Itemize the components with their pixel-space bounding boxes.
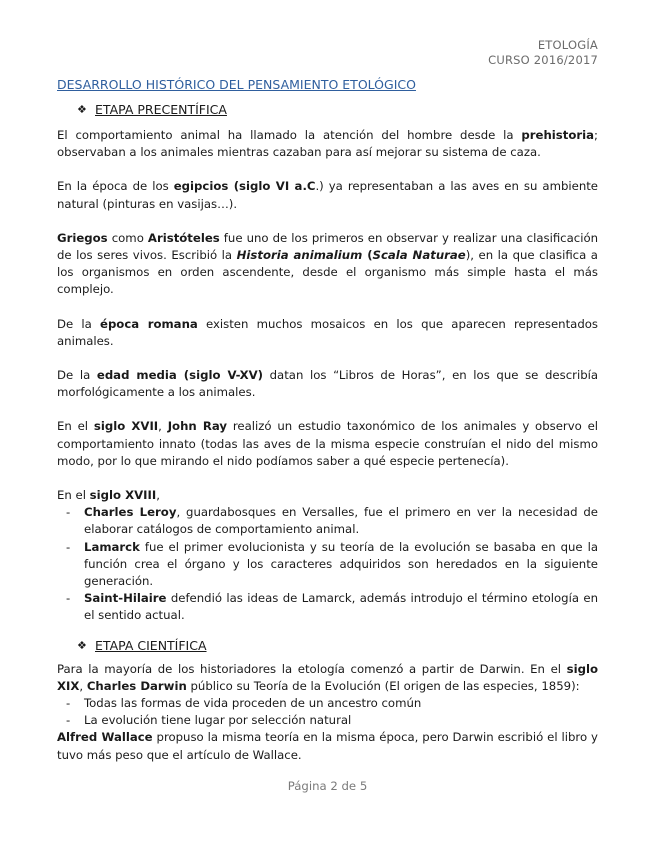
page-number: Página 2 de 5 [287, 779, 368, 793]
list-item: - La evolución tiene lugar por selección natural [66, 713, 352, 728]
page-header [488, 38, 598, 68]
paragraph-siglo-xvii: En el siglo XVII, John Ray realizó un estudio taxonómico de los animales y observo el comportamiento innato (todas las aves de la misma especie construían el nido del mismo modo, por lo que mirando el nido podíamos saber a qué especie pertenecía). [57, 419, 599, 468]
header-course: CURSO 2016/2017 [488, 53, 598, 67]
section-title: ETAPA PRECENTÍFICA [95, 102, 227, 117]
paragraph-siglo-xviii: En el siglo XVIII, [57, 488, 160, 503]
section-title: ETAPA CIENTÍFICA [95, 637, 207, 653]
paragraph-wallace: Alfred Wallace propuso la misma teoría en la misma época, pero Darwin escribió el libro y tuvo más peso que el artículo de Wallace. [57, 730, 598, 762]
siglo-xviii-list [57, 504, 598, 624]
paragraph-siglo-xix: Para la mayoría de los historiadores la etología comenzó a partir de Darwin. En el siglo XIX, Charles Darwin público su Teoría de la Evolución (El origen de las especies, 1859): [57, 661, 598, 693]
list-item: - Lamarck fue el primer evolucionista y su teoría de la evolución se basaba en que la función crea el órgano y los caracteres adquiridos son heredados en la siguiente generación. [66, 539, 598, 589]
paragraph-edad-media: De la edad media (siglo V-XV) datan los “Libros de Horas”, en los que se describía morfológicamente a los animales. [57, 368, 599, 400]
diamond-bullet-icon: ❖ [77, 103, 87, 116]
list-item: - Charles Leroy, guardabosques en Versalles, fue el primero en ver la necesidad de elaborar catálogos de comportamiento animal. [66, 505, 598, 537]
darwin-list [57, 695, 598, 729]
header-subject: ETOLOGÍA [537, 38, 598, 52]
paragraph-egipcios: En la época de los egipcios (siglo VI a.C.) ya representaban a las aves en su ambiente natural (pinturas en vasijas…). [57, 179, 598, 211]
section-heading-cientifica [77, 637, 598, 655]
paragraph-griegos: Griegos como Aristóteles fue uno de los primeros en observar y realizar una clasificación de los seres vivos. Escribió la Historia animalium (Scala Naturae), en la que clasifica a los organismos en orden ascendente, desde el organismo más simple hasta el más complejo. [57, 230, 598, 297]
document-body [57, 76, 598, 764]
paragraph-romana: De la época romana existen muchos mosaicos en los que aparecen representados animales. [57, 316, 598, 348]
list-item: - Todas las formas de vida proceden de un ancestro común [66, 696, 422, 711]
document-title: DESARROLLO HISTÓRICO DEL PENSAMIENTO ETOLÓGICO [57, 77, 416, 92]
list-item: - Saint-Hilaire defendió las ideas de Lamarck, además introdujo el término etología en el sentido actual. [66, 591, 598, 623]
paragraph-prehistoria: El comportamiento animal ha llamado la atención del hombre desde la prehistoria; observaban a los animales mientras cazaban para así mejorar su sistema de caza. [57, 128, 598, 160]
section-heading-precientifica [77, 101, 598, 119]
diamond-bullet-icon: ❖ [77, 638, 87, 652]
